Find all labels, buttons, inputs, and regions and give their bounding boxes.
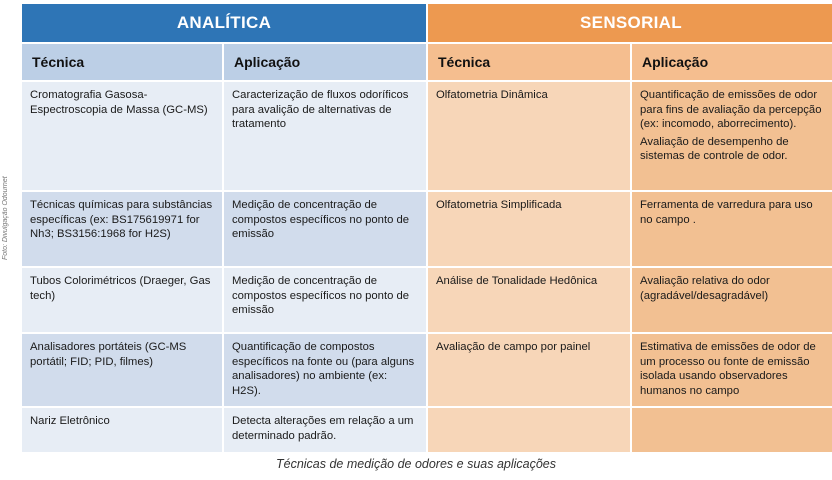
figure-caption: Técnicas de medição de odores e suas aplicações <box>275 457 557 471</box>
table-cell-analitica-tecnica: Analisadores portáteis (GC-MS portátil; FID; PID, filmes) <box>22 334 222 406</box>
header-analitica-aplicacao: Aplicação <box>224 44 426 80</box>
table-cell-analitica-aplicacao: Detecta alterações em relação a um determinado padrão. <box>224 408 426 452</box>
table-cell-sensorial-tecnica: Olfatometria Simplificada <box>428 192 630 266</box>
table-cell-analitica-tecnica: Cromatografia Gasosa-Espectroscopia de Massa (GC-MS) <box>22 82 222 190</box>
header-sensorial-tecnica: Técnica <box>428 44 630 80</box>
aplicacao-paragraph: Quantificação de emissões de odor para fins de avaliação da percepção (ex: incomodo, aborrecimento). <box>640 89 822 131</box>
table-cell-analitica-aplicacao: Quantificação de compostos específicos na fonte ou (para alguns analisadores) no ambiente (ex: H2S). <box>224 334 426 406</box>
table-cell-sensorial-aplicacao: Ferramenta de varredura para uso no campo . <box>632 192 832 266</box>
table-cell-sensorial-aplicacao: Avaliação relativa do odor (agradável/desagradável) <box>632 268 832 332</box>
table-cell-analitica-tecnica: Tubos Colorimétricos (Draeger, Gas tech) <box>22 268 222 332</box>
table-cell-analitica-tecnica: Técnicas químicas para substâncias específicas (ex: BS175619971 for Nh3; BS3156:1968 for H2S) <box>22 192 222 266</box>
table-cell-sensorial-aplicacao: Estimativa de emissões de odor de um processo ou fonte de emissão isolada usando observadores humanos no campo <box>632 334 832 406</box>
table-cell-analitica-tecnica: Nariz Eletrônico <box>22 408 222 452</box>
band-sensorial: SENSORIAL <box>428 4 832 42</box>
table-cell-sensorial-aplicacao <box>632 408 832 452</box>
aplicacao-paragraph: Avaliação de desempenho de sistemas de controle de odor. <box>640 135 789 163</box>
table-cell-sensorial-tecnica: Olfatometria Dinâmica <box>428 82 630 190</box>
header-analitica-tecnica: Técnica <box>22 44 222 80</box>
table-cell-analitica-aplicacao: Medição de concentração de compostos específicos no ponto de emissão <box>224 268 426 332</box>
photo-credit: Foto: Divulgação Odournet <box>2 176 9 260</box>
odor-techniques-table <box>22 4 828 452</box>
header-sensorial-aplicacao: Aplicação <box>632 44 832 80</box>
table-cell-sensorial-tecnica: Avaliação de campo por painel <box>428 334 630 406</box>
table-cell-sensorial-aplicacao <box>632 82 832 190</box>
table-cell-analitica-aplicacao: Medição de concentração de compostos específicos no ponto de emissão <box>224 192 426 266</box>
table-cell-sensorial-tecnica: Análise de Tonalidade Hedônica <box>428 268 630 332</box>
band-analitica: ANALÍTICA <box>22 4 426 42</box>
table-cell-sensorial-tecnica <box>428 408 630 452</box>
table-cell-analitica-aplicacao: Caracterização de fluxos odoríficos para avalição de alternativas de tratamento <box>224 82 426 190</box>
